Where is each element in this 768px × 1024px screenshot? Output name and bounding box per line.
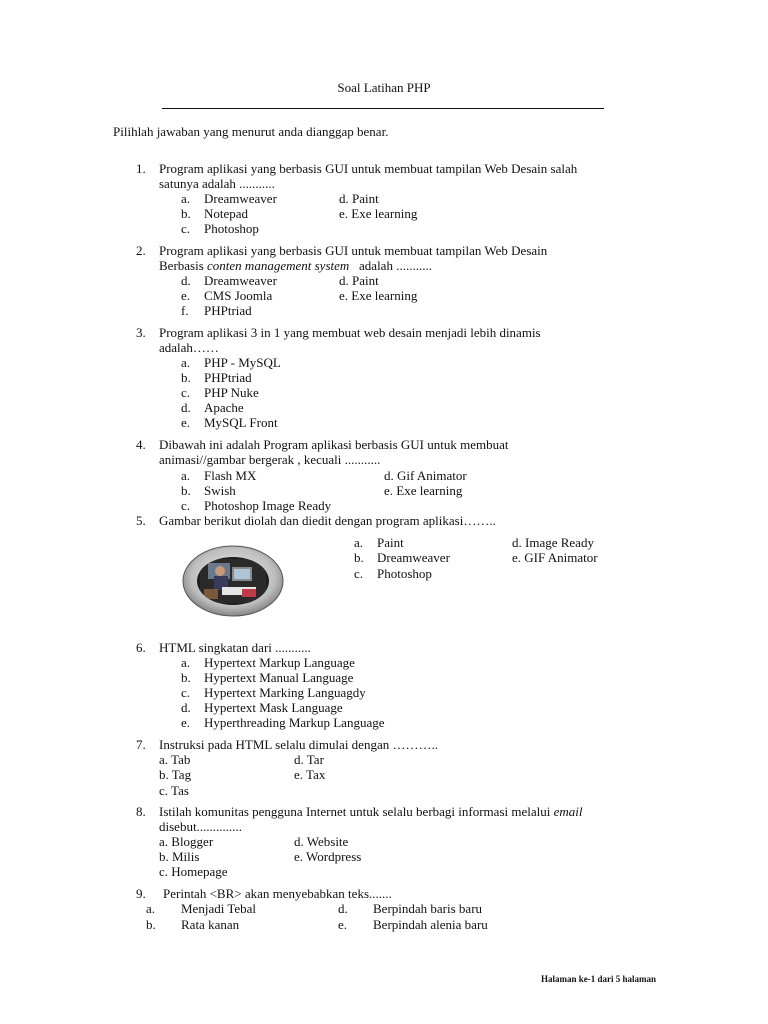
question-text: [159, 804, 583, 819]
question-text: Dibawah ini adalah Program aplikasi berbasis GUI untuk membuat: [159, 437, 509, 452]
option-letter: b.: [181, 670, 191, 685]
option-e: CMS Joomla: [204, 288, 273, 303]
option-b: Dreamweaver: [377, 550, 450, 565]
option-c: PHP Nuke: [204, 385, 259, 400]
question-text-part: Berbasis: [159, 258, 204, 273]
option-letter: d.: [181, 700, 191, 715]
option-e: e. Exe learning: [339, 288, 418, 303]
option-b: Swish: [204, 483, 236, 498]
option-e: MySQL Front: [204, 415, 278, 430]
option-e: e. Tax: [294, 767, 326, 782]
option-b: b. Milis: [159, 849, 200, 864]
option-d: Berpindah baris baru: [373, 901, 483, 916]
question-text-italic: email: [553, 804, 583, 819]
question-number: 8.: [136, 804, 146, 819]
option-b: PHPtriad: [204, 370, 252, 385]
question-text: Gambar berikut diolah dan diedit dengan program aplikasi……..: [159, 513, 496, 528]
question-text: Program aplikasi yang berbasis GUI untuk membuat tampilan Web Desain salah: [159, 161, 578, 176]
option-e: e. Wordpress: [294, 849, 362, 864]
option-d: d. Image Ready: [512, 535, 594, 550]
option-b: Rata kanan: [181, 917, 240, 932]
option-e: e. GIF Animator: [512, 550, 598, 565]
photo-image-graphic: [182, 545, 284, 617]
question-text: Instruksi pada HTML selalu dimulai dengan ………..: [159, 737, 438, 752]
option-letter: e.: [181, 715, 191, 730]
option-d: d. Gif Animator: [384, 468, 467, 483]
option-e: e. Exe learning: [384, 483, 463, 498]
option-letter: c.: [181, 385, 191, 400]
option-letter: d.: [338, 901, 348, 916]
question-number: 6.: [136, 640, 146, 655]
page-title: Soal Latihan PHP: [337, 80, 431, 95]
instruction-text: Pilihlah jawaban yang menurut anda dianggap benar.: [113, 124, 389, 139]
question-number: 4.: [136, 437, 146, 452]
option-letter: e.: [338, 917, 348, 932]
question-text: satunya adalah ...........: [159, 176, 275, 191]
question-text: Program aplikasi yang berbasis GUI untuk membuat tampilan Web Desain: [159, 243, 548, 258]
option-c: Photoshop: [377, 566, 432, 581]
question-text: disebut..............: [159, 819, 243, 834]
option-a: Flash MX: [204, 468, 257, 483]
question-number: 5.: [136, 513, 146, 528]
page-footer: Halaman ke-1 dari 5 halaman: [540, 974, 656, 984]
option-a: Menjadi Tebal: [181, 901, 257, 916]
question-text: Program aplikasi 3 in 1 yang membuat web desain menjadi lebih dinamis: [159, 325, 541, 340]
option-letter: a.: [354, 535, 364, 550]
option-letter: b.: [146, 917, 156, 932]
option-d: Apache: [204, 400, 244, 415]
question-number: 3.: [136, 325, 146, 340]
question-number: 2.: [136, 243, 146, 258]
option-letter: e.: [181, 288, 191, 303]
option-letter: d.: [181, 273, 191, 288]
option-c: c. Homepage: [159, 864, 228, 879]
option-c: Photoshop: [204, 221, 259, 236]
option-letter: e.: [181, 415, 191, 430]
option-d: Hypertext Mask Language: [204, 700, 343, 715]
option-e: e. Exe learning: [339, 206, 418, 221]
option-letter: c.: [181, 498, 191, 513]
question-text: animasi//gambar bergerak , kecuali ...........: [159, 452, 381, 467]
question-text-part: adalah ...........: [359, 258, 432, 273]
option-a: a. Blogger: [159, 834, 214, 849]
option-f: PHPtriad: [204, 303, 252, 318]
option-e: Berpindah alenia baru: [373, 917, 488, 932]
option-letter: c.: [181, 221, 191, 236]
question-text: [159, 258, 432, 273]
option-letter: b.: [181, 206, 191, 221]
option-e: Hyperthreading Markup Language: [204, 715, 385, 730]
option-letter: f.: [181, 303, 189, 318]
option-d: d. Paint: [339, 273, 379, 288]
option-a: Paint: [377, 535, 404, 550]
option-letter: b.: [181, 483, 191, 498]
option-c: Hypertext Marking Languagdy: [204, 685, 366, 700]
question-text-italic: conten management system: [207, 258, 350, 273]
option-letter: a.: [181, 355, 191, 370]
option-letter: a.: [181, 655, 191, 670]
title-divider: [162, 108, 604, 109]
question-number: 9.: [136, 886, 146, 901]
question-text: Perintah <BR> akan menyebabkan teks.......: [163, 886, 392, 901]
option-c: c. Tas: [159, 783, 189, 798]
question-number: 1.: [136, 161, 146, 176]
option-letter: b.: [354, 550, 364, 565]
option-letter: a.: [181, 191, 191, 206]
option-letter: a.: [181, 468, 191, 483]
option-letter: c.: [181, 685, 191, 700]
option-a: Dreamweaver: [204, 191, 277, 206]
question-number: 7.: [136, 737, 146, 752]
option-letter: c.: [354, 566, 364, 581]
option-a: PHP - MySQL: [204, 355, 281, 370]
question-text: adalah……: [159, 340, 219, 355]
option-a: a. Tab: [159, 752, 191, 767]
option-d: Dreamweaver: [204, 273, 277, 288]
option-b: Notepad: [204, 206, 249, 221]
question-text-part: Istilah komunitas pengguna Internet untuk selalu berbagi informasi melalui: [159, 804, 551, 819]
option-b: Hypertext Manual Language: [204, 670, 354, 685]
option-d: d. Website: [294, 834, 349, 849]
option-letter: d.: [181, 400, 191, 415]
question-text: HTML singkatan dari ...........: [159, 640, 311, 655]
option-a: Hypertext Markup Language: [204, 655, 355, 670]
photo-edited-image: [182, 545, 284, 617]
option-c: Photoshop Image Ready: [204, 498, 332, 513]
option-letter: a.: [146, 901, 156, 916]
option-b: b. Tag: [159, 767, 192, 782]
option-d: d. Paint: [339, 191, 379, 206]
option-letter: b.: [181, 370, 191, 385]
option-d: d. Tar: [294, 752, 324, 767]
